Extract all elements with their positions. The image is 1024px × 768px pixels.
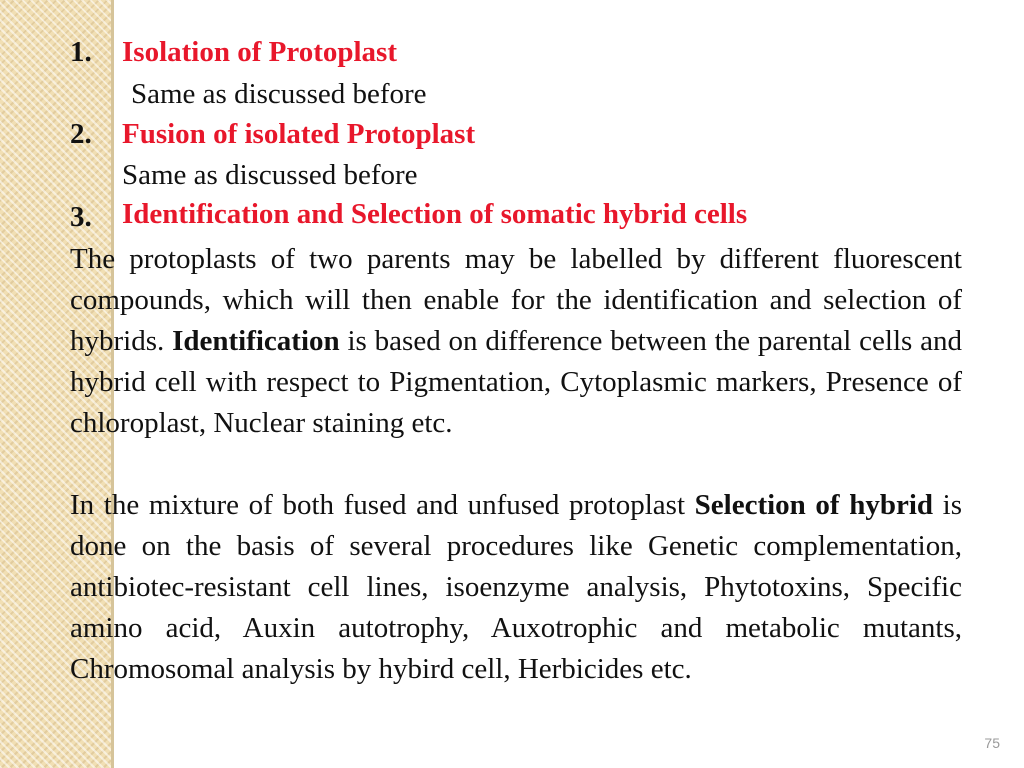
section-2-number: 2. xyxy=(70,118,92,150)
identification-paragraph-rest: is based on difference between the parental cells and hybrid cell with respect to Pigmentation, Cytoplasmic markers, Presence of chloroplast, Nuclear staining etc. xyxy=(70,325,963,439)
page-number: 75 xyxy=(984,735,1000,751)
section-1-subtitle: Same as discussed before xyxy=(131,78,427,110)
section-2-subtitle: Same as discussed before xyxy=(122,159,418,191)
section-3-title: Identification and Selection of somatic hybrid cells xyxy=(122,198,748,230)
selection-term: Selection of hybrid xyxy=(694,489,934,521)
section-2-title: Fusion of isolated Protoplast xyxy=(122,118,476,150)
selection-paragraph-rest: is done on the basis of several procedures like Genetic complementation, antibiotec-resistant cell lines, isoenzyme analysis, Phytotoxins, Specific amino acid, Auxin autotrophy, Auxotrophic and metabolic mutants, Chromosomal analysis by hybird cell, Herbicides etc. xyxy=(70,489,963,685)
identification-term: Identification xyxy=(172,325,340,357)
section-1-number: 1. xyxy=(70,36,92,68)
selection-paragraph xyxy=(70,485,962,690)
selection-paragraph-intro: In the mixture of both fused and unfused protoplast xyxy=(70,489,686,521)
identification-paragraph-intro: The protoplasts of two parents may be labelled by different fluorescent compounds, which will then enable for the identification and selection of hybrids. xyxy=(70,243,962,357)
section-3-number: 3. xyxy=(70,201,92,233)
section-1-title: Isolation of Protoplast xyxy=(122,36,397,68)
identification-paragraph xyxy=(70,239,962,444)
